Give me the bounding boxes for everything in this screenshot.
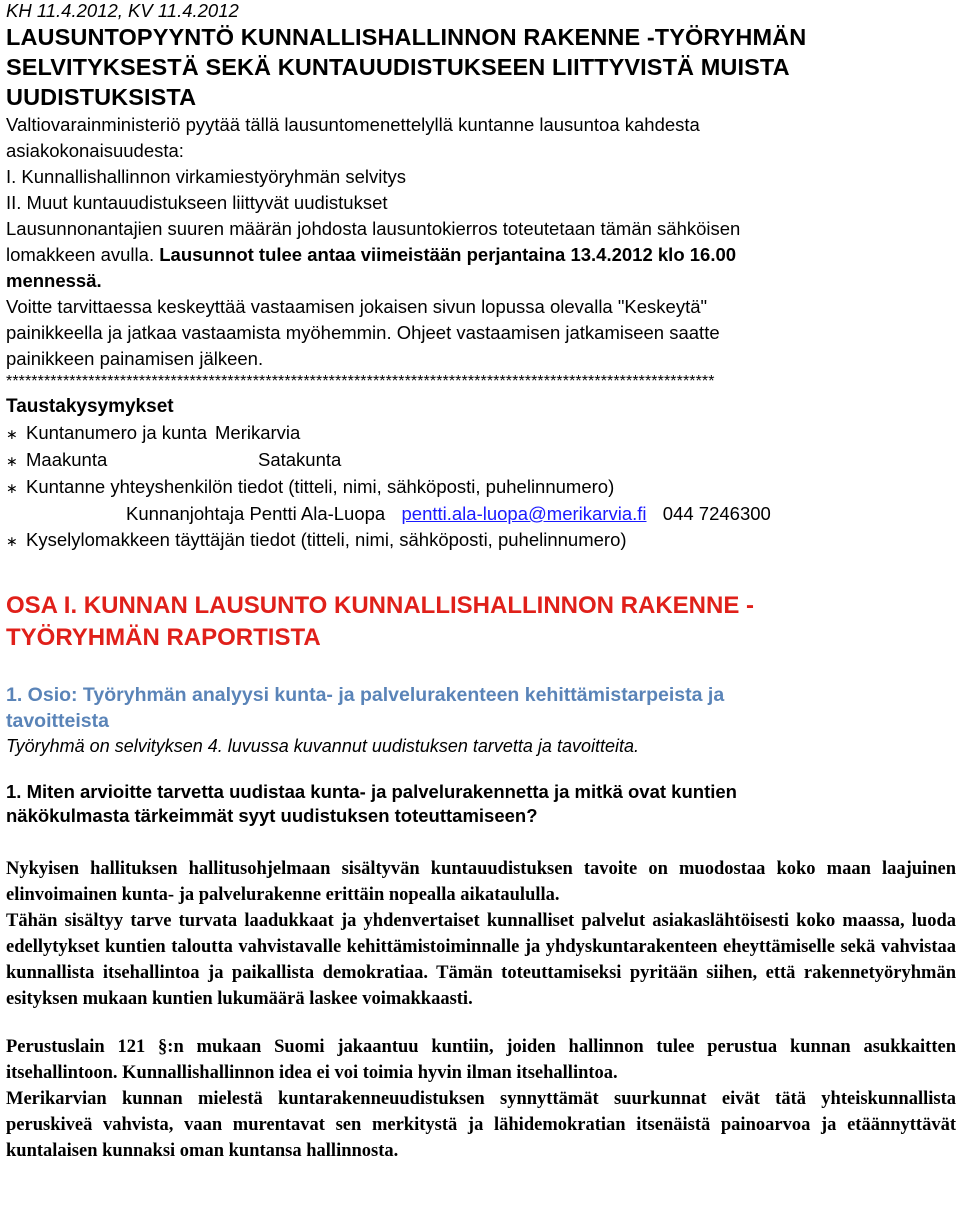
part-title-line: OSA I. KUNNAN LAUSUNTO KUNNALLISHALLINNON RAKENNE - xyxy=(6,592,754,619)
asterisk-bullet-icon: ∗ xyxy=(6,533,18,549)
intro-para-text: lomakkeen avulla. xyxy=(6,244,160,265)
answer-paragraph: Perustuslain 121 §:n mukaan Suomi jakaantuu kuntiin, joiden hallinnon tulee perustua kunnan asukkaitten itsehallintoon. Kunnallishallinnon idea ei voi toimia hyvin ilman itsehallintoa. xyxy=(6,1037,956,1083)
question-1 xyxy=(6,780,956,828)
municipality-label: Kuntanumero ja kunta xyxy=(26,422,208,443)
municipality-value: Merikarvia xyxy=(215,422,301,443)
answer-paragraph: Merikarvian kunnan mielestä kuntarakenneuudistuksen synnyttämät suurkunnat eivät tätä yhteiskunnallista peruskiveä vahvista, vaan murentavat sen merkitystä ja lähidemokratian itsenäistä painoarvoa ja etäännyttävät kuntalaisen kunnaksi oman kuntansa hallinnosta. xyxy=(6,1089,956,1161)
intro-line: asiakokonaisuudesta: xyxy=(6,140,184,161)
part-title xyxy=(6,590,956,654)
title-line: UUDISTUKSISTA xyxy=(6,84,197,110)
intro-item-1: I. Kunnallishallinnon virkamiestyöryhmän selvitys xyxy=(6,166,406,187)
asterisk-bullet-icon: ∗ xyxy=(6,480,18,496)
title-line: LAUSUNTOPYYNTÖ KUNNALLISHALLINNON RAKENNE -TYÖRYHMÄN xyxy=(6,24,807,50)
separator-line: **************************************************************************************************************** xyxy=(6,373,715,390)
contact-phone: 044 7246300 xyxy=(662,503,771,524)
answer-paragraph: Tähän sisältyy tarve turvata laadukkaat ja yhdenvertaiset kunnalliset palvelut asiakaslähtöisesti koko maassa, luoda edellytykset kuntien taloutta vahvistavalle kehittämistoiminnalle ja yhdyskuntarakenteen eheyttämiselle sekä vahvistaa kunnallista itsehallintoa ja paikallista demokratiaa. Tämän toteuttamiseksi pyritään siihen, että rakennetyöryhmän esityksen mukaan kuntien lukumäärä laskee voimakkaasti. xyxy=(6,911,956,1009)
section-title-line: tavoitteista xyxy=(6,710,109,732)
contact-details xyxy=(6,501,956,527)
deadline-text-end: mennessä. xyxy=(6,270,102,291)
document-page xyxy=(6,0,956,1164)
region-label: Maakunta xyxy=(26,449,108,470)
asterisk-bullet-icon: ∗ xyxy=(6,453,18,469)
note-line: painikkeella ja jatkaa vastaamista myöhemmin. Ohjeet vastaamisen jatkamiseen saatte xyxy=(6,322,720,343)
note-line: Voitte tarvittaessa keskeyttää vastaamisen jokaisen sivun lopussa olevalla "Keskeytä" xyxy=(6,296,708,317)
intro-para-line: Lausunnonantajien suuren määrän johdosta lausuntokierros toteutetaan tämän sähköisen xyxy=(6,218,741,239)
part-title-line: TYÖRYHMÄN RAPORTISTA xyxy=(6,624,321,651)
list-item-municipality xyxy=(6,420,956,447)
contact-label: Kuntanne yhteyshenkilön tiedot (titteli, nimi, sähköposti, puhelinnumero) xyxy=(26,476,615,497)
section-title-line: 1. Osio: Työryhmän analyysi kunta- ja palvelurakenteen kehittämistarpeista ja xyxy=(6,684,725,706)
background-heading: Taustakysymykset xyxy=(6,396,174,417)
filler-label: Kyselylomakkeen täyttäjän tiedot (titteli, nimi, sähköposti, puhelinnumero) xyxy=(26,529,627,550)
question-line: 1. Miten arvioitte tarvetta uudistaa kunta- ja palvelurakennetta ja mitkä ovat kuntien xyxy=(6,781,737,802)
note-line: painikkeen painamisen jälkeen. xyxy=(6,348,264,369)
answer-paragraph: Nykyisen hallituksen hallitusohjelmaan sisältyvän kuntauudistuksen tavoite on muodostaa koko maan laajuinen elinvoimainen kunta- ja palvelurakenne erittäin nopealla aikataululla. xyxy=(6,859,956,905)
asterisk-bullet-icon: ∗ xyxy=(6,426,18,442)
contact-name: Kunnanjohtaja Pentti Ala-Luopa xyxy=(126,503,386,524)
question-line: näkökulmasta tärkeimmät syyt uudistuksen toteuttamiseen? xyxy=(6,805,538,826)
list-item-contact xyxy=(6,474,956,501)
document-date: KH 11.4.2012, KV 11.4.2012 xyxy=(6,0,239,21)
list-item-filler xyxy=(6,527,956,554)
intro-para-line xyxy=(6,242,956,268)
section-note: Työryhmä on selvityksen 4. luvussa kuvannut uudistuksen tarvetta ja tavoitteita. xyxy=(6,736,639,756)
document-title xyxy=(6,22,956,112)
deadline-text: Lausunnot tulee antaa viimeistään perjantaina 13.4.2012 klo 16.00 xyxy=(159,244,737,265)
title-line: SELVITYKSESTÄ SEKÄ KUNTAUUDISTUKSEEN LIITTYVISTÄ MUISTA xyxy=(6,54,790,80)
intro-line: Valtiovarainministeriö pyytää tällä lausuntomenettelyllä kuntanne lausuntoa kahdesta xyxy=(6,114,700,135)
intro-block xyxy=(6,112,956,372)
contact-email-link[interactable]: pentti.ala-luopa@merikarvia.fi xyxy=(401,503,647,524)
section-title xyxy=(6,682,956,734)
list-item-region xyxy=(6,447,956,474)
answer-block xyxy=(6,856,956,1164)
intro-item-2: II. Muut kuntauudistukseen liittyvät uudistukset xyxy=(6,192,388,213)
region-value: Satakunta xyxy=(258,449,342,470)
